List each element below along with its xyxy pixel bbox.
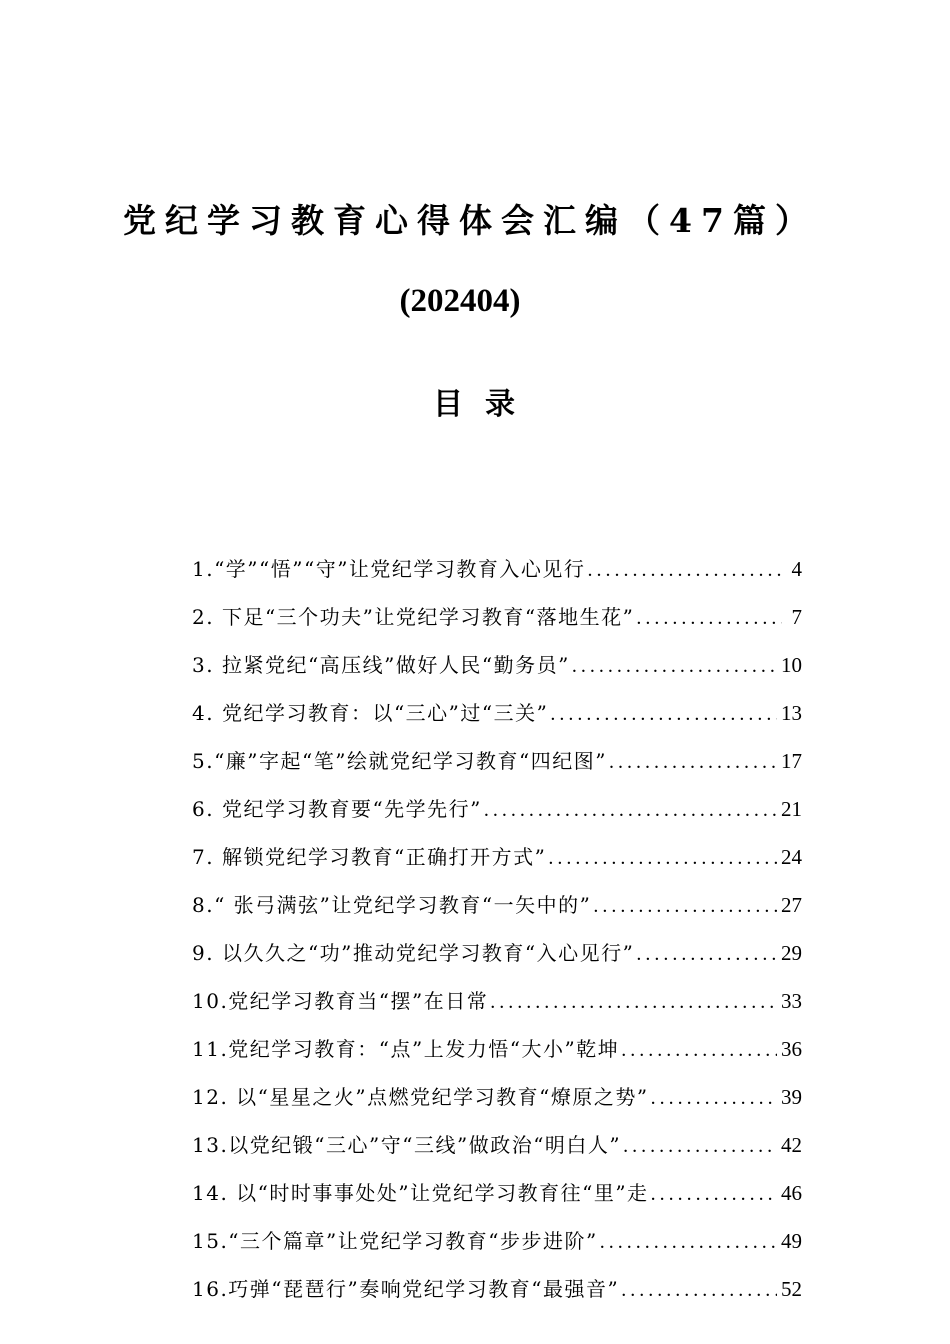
toc-entry-page-number: 10	[781, 653, 802, 677]
toc-entry-title: 10.党纪学习教育当“摆”在日常	[192, 989, 489, 1013]
toc-entry-page-number: 4	[791, 557, 802, 581]
toc-dot-leader	[587, 546, 782, 594]
toc-entry[interactable]	[192, 785, 802, 833]
toc-entry[interactable]	[192, 1025, 802, 1073]
toc-entry-title: 3. 拉紧党纪“高压线”做好人民“勤务员”	[192, 653, 570, 677]
toc-entry-title: 14. 以“时时事事处处”让党纪学习教育往“里”走	[192, 1181, 649, 1205]
document-title: 党纪学习教育心得体会汇编（47篇）	[123, 201, 817, 240]
toc-entry-title: 2. 下足“三个功夫”让党纪学习教育“落地生花”	[192, 605, 635, 629]
toc-entry[interactable]	[192, 545, 802, 593]
toc-heading: 目录	[433, 387, 537, 422]
toc-dot-leader	[484, 786, 777, 834]
toc-entry-title: 5.“廉”字起“笔”绘就党纪学习教育“四纪图”	[192, 749, 607, 773]
toc-entry-page-number: 49	[781, 1229, 802, 1253]
toc-entry-title: 8.“ 张弓满弦”让党纪学习教育“一矢中的”	[192, 893, 592, 917]
toc-entry[interactable]	[192, 737, 802, 785]
toc-entry-title: 15.“三个篇章”让党纪学习教育“步步进阶”	[192, 1229, 598, 1253]
toc-entry[interactable]	[192, 689, 802, 737]
toc-entry-page-number: 42	[781, 1133, 802, 1157]
toc-dot-leader	[600, 1218, 777, 1266]
toc-entry-title: 9. 以久久之“功”推动党纪学习教育“入心见行”	[192, 941, 635, 965]
toc-entry-page-number: 24	[781, 845, 802, 869]
toc-entry[interactable]	[192, 881, 802, 929]
toc-entry-title: 11.党纪学习教育：“点”上发力悟“大小”乾坤	[192, 1037, 620, 1061]
toc-dot-leader	[593, 882, 777, 930]
toc-entry[interactable]	[192, 1169, 802, 1217]
toc-entry[interactable]	[192, 977, 802, 1025]
toc-entry[interactable]	[192, 593, 802, 641]
toc-entry[interactable]	[192, 929, 802, 977]
toc-dot-leader	[651, 1074, 777, 1122]
toc-entry-page-number: 27	[781, 893, 802, 917]
toc-entry-title: 16.巧弹“琵琶行”奏响党纪学习教育“最强音”	[192, 1277, 620, 1301]
toc-entry-title: 7. 解锁党纪学习教育“正确打开方式”	[192, 845, 547, 869]
toc-dot-leader	[623, 1122, 777, 1170]
toc-dot-leader	[636, 594, 782, 642]
toc-entry-page-number: 13	[781, 701, 802, 725]
toc-dot-leader	[548, 834, 777, 882]
toc-entry-title: 12. 以“星星之火”点燃党纪学习教育“燎原之势”	[192, 1085, 649, 1109]
document-subtitle-date: (202404)	[399, 283, 521, 319]
toc-dot-leader	[636, 930, 777, 978]
toc-entry-page-number: 17	[781, 749, 802, 773]
toc-entry-page-number: 39	[781, 1085, 802, 1109]
toc-dot-leader	[651, 1170, 777, 1218]
toc-entry[interactable]	[192, 1265, 802, 1313]
toc-entry-page-number: 21	[781, 797, 802, 821]
toc-entry[interactable]	[192, 833, 802, 881]
toc-dot-leader	[550, 690, 777, 738]
table-of-contents	[192, 545, 802, 1313]
toc-entry-title: 1.“学”“悟”“守”让党纪学习教育入心见行	[192, 557, 586, 581]
toc-entry-page-number: 46	[781, 1181, 802, 1205]
toc-dot-leader	[621, 1026, 777, 1074]
toc-entry[interactable]	[192, 1217, 802, 1265]
toc-entry[interactable]	[192, 1073, 802, 1121]
toc-dot-leader	[609, 738, 777, 786]
toc-entry-title: 13.以党纪锻“三心”守“三线”做政治“明白人”	[192, 1133, 622, 1157]
toc-dot-leader	[572, 642, 777, 690]
toc-entry-title: 6. 党纪学习教育要“先学先行”	[192, 797, 482, 821]
toc-entry-page-number: 36	[781, 1037, 802, 1061]
toc-entry-page-number: 29	[781, 941, 802, 965]
toc-entry-page-number: 33	[781, 989, 802, 1013]
toc-dot-leader	[621, 1266, 777, 1314]
toc-entry-page-number: 7	[791, 605, 802, 629]
toc-entry-title: 4. 党纪学习教育：以“三心”过“三关”	[192, 701, 549, 725]
toc-entry[interactable]	[192, 1121, 802, 1169]
toc-entry-page-number: 52	[781, 1277, 802, 1301]
toc-entry[interactable]	[192, 641, 802, 689]
toc-dot-leader	[490, 978, 777, 1026]
